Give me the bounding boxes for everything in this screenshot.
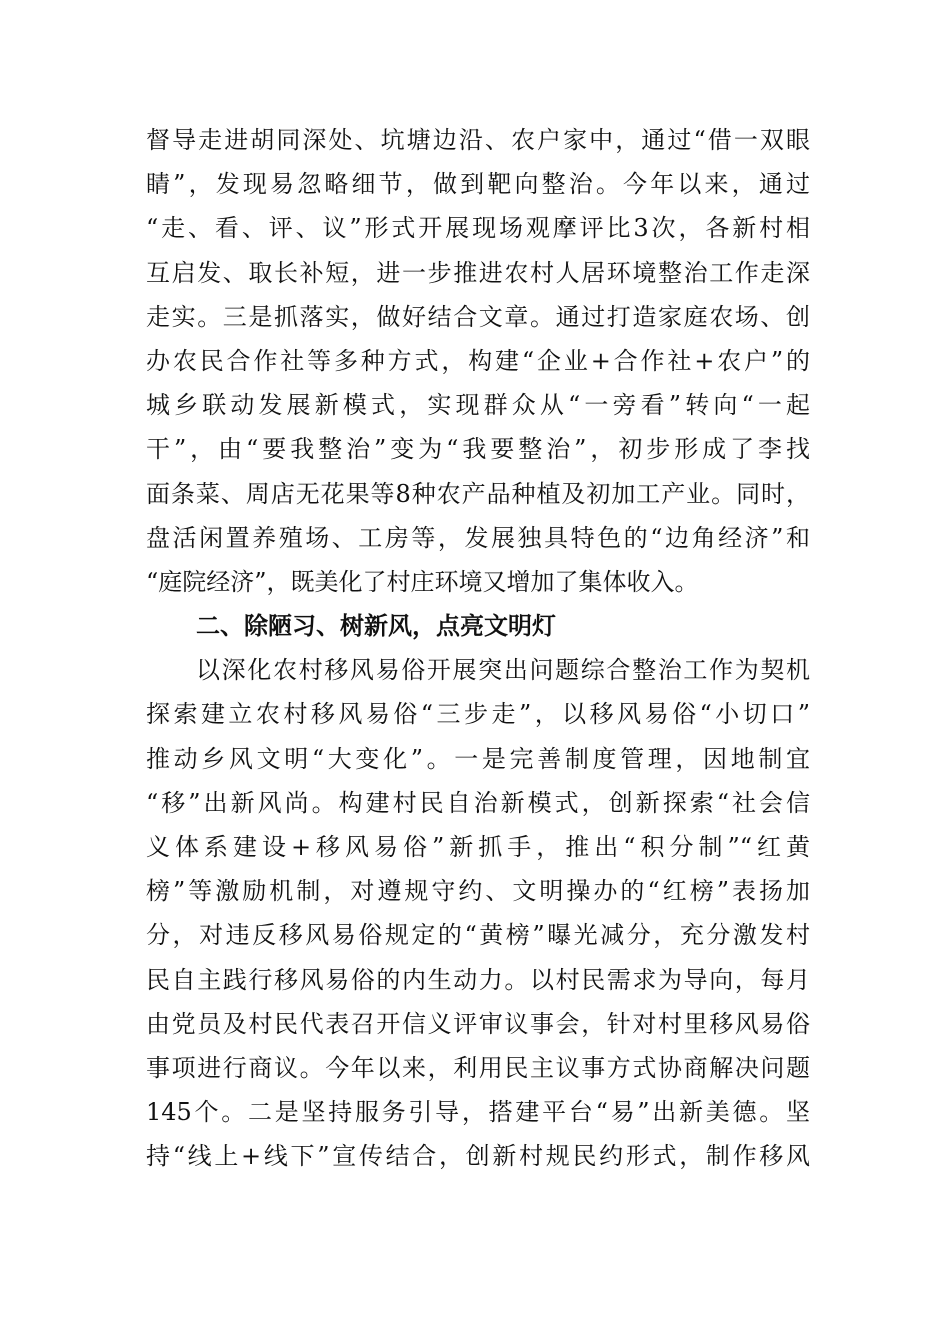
paragraph-line: 榜”等激励机制，对遵规守约、文明操办的“红榜”表扬加 [146,877,810,906]
paragraph-line: “走、看、评、议”形式开展现场观摩评比3次，各新村相 [146,214,810,243]
paragraph-line: 民自主践行移风易俗的内生动力。以村民需求为导向，每月 [146,965,810,994]
paragraph-line: 盘活闲置养殖场、工房等，发展独具特色的“边角经济”和 [146,523,810,552]
paragraph-line: 分，对违反移风易俗规定的“黄榜”曝光减分，充分激发村 [146,921,810,950]
paragraph-line: 睛”，发现易忽略细节，做到靶向整治。今年以来，通过 [146,170,810,199]
paragraph-line: 推动乡风文明“大变化”。一是完善制度管理，因地制宜 [146,744,810,773]
paragraph-line: “移”出新风尚。构建村民自治新模式，创新探索“社会信 [146,788,810,817]
paragraph-line: 义体系建设+移风易俗”新抓手，推出“积分制”“红黄 [146,833,810,861]
paragraph-line: 面条菜、周店无花果等8种农产品种植及初加工产业。同时， [146,479,810,508]
paragraph-line: 督导走进胡同深处、坑塘边沿、农户家中，通过“借一双眼 [146,126,810,154]
paragraph-line: 办农民合作社等多种方式，构建“企业+合作社+农户”的 [146,346,810,375]
paragraph-line: 持“线上+线下”宣传结合，创新村规民约形式，制作移风 [146,1142,810,1171]
paragraph-line: 以深化农村移风易俗开展突出问题综合整治工作为契机 [196,656,810,685]
paragraph-line: 探索建立农村移风易俗“三步走”，以移风易俗“小切口” [146,700,810,729]
section-heading: 二、除陋习、树新风，点亮文明灯 [196,612,556,641]
paragraph-line: 事项进行商议。今年以来，利用民主议事方式协商解决问题 [146,1053,810,1082]
paragraph-line: 干”，由“要我整治”变为“我要整治”，初步形成了李找 [146,435,810,464]
paragraph-line: 由党员及村民代表召开信义评审议事会，针对村里移风易俗 [146,1009,810,1038]
paragraph-line: 互启发、取长补短，进一步推进农村人居环境整治工作走深 [146,258,810,287]
paragraph-line: “庭院经济”，既美化了村庄环境又增加了集体收入。 [146,567,699,596]
body-text [146,118,810,1179]
paragraph-line: 城乡联动发展新模式，实现群众从“一旁看”转向“一起 [146,391,810,420]
paragraph-line: 145个。二是坚持服务引导，搭建平台“易”出新美德。坚 [146,1098,810,1127]
paragraph-line: 走实。三是抓落实，做好结合文章。通过打造家庭农场、创 [146,302,810,331]
